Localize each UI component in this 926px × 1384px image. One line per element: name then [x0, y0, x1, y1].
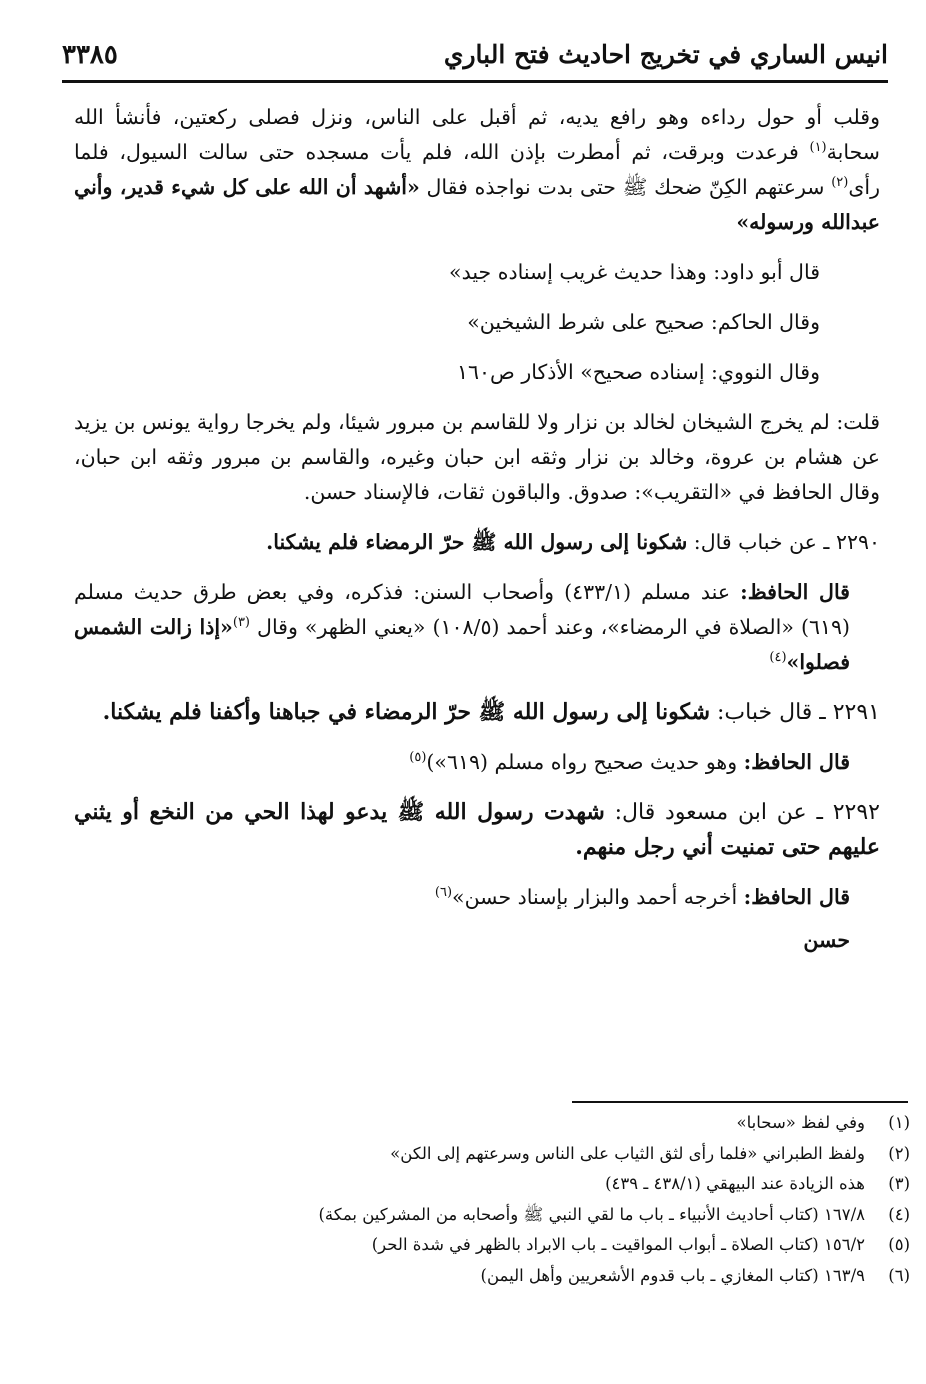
opening-line-3b: سرعتهم الكِنّ ضحك ﷺ حتى بدت نواجذه فقال: [419, 175, 832, 199]
footnote-text: ولفظ الطبراني «فلما رأى لثق الثياب على الناس وسرعتهم إلى الكن»: [390, 1143, 865, 1163]
footnote-number: (٢): [888, 1143, 910, 1163]
footnote-number: (٥): [888, 1235, 910, 1254]
footnote-number: (١): [888, 1113, 910, 1132]
opening-line-2b: فرعدت وبرقت، ثم أمطرت بإذن الله، فلم يأت مسجده حتى سالت السيول،: [119, 140, 810, 164]
hadith-2290-text: شكونا إلى رسول الله ﷺ حرّ الرمضاء فلم يشكنا.: [266, 530, 688, 554]
footnote-ref-1[interactable]: (١): [809, 140, 827, 156]
hadith-2291: [74, 695, 880, 730]
footnote-text: ١٦٧/٨ (كتاب أحاديث الأنبياء ـ باب ما لقي النبي ﷺ وأصحابه من المشركين بمكة): [318, 1204, 865, 1224]
footnote-text: ١٦٣/٩ (كتاب المغازي ـ باب قدوم الأشعريين وأهل اليمن): [480, 1265, 865, 1285]
footnote-4: [120, 1200, 910, 1231]
hadith-number-2291: ٢٢٩١ ـ: [819, 700, 880, 725]
footnote-text: هذه الزيادة عند البيهقي (٤٣٨/١ ـ ٤٣٩): [605, 1174, 865, 1193]
main-text: [74, 100, 880, 958]
footnote-ref-6[interactable]: (٦): [434, 885, 453, 901]
footnote-1: [120, 1108, 910, 1139]
page-number: ٣٣٨٥: [62, 40, 118, 70]
hafiz-2290-quote: «إذا زالت الشمس فصلوا»: [74, 615, 850, 674]
qultu-text: لم يخرج الشيخان لخالد بن نزار ولا للقاسم بن مبرور شيئا، ولم يخرجا رواية يونس بن يزيد عن هشام بن عروة، وخالد بن نزار وثقه ابن حبان وغيره، والقاسم بن مبرور وثقه ابن حبان، وقال الحافظ في «التقريب»: صدوق. والباقون ثقات، فالإسناد حسن.: [74, 410, 880, 504]
running-header: [62, 38, 888, 83]
hadith-number-2290: ٢٢٩٠ ـ: [823, 530, 880, 554]
hafiz-2291: [74, 745, 880, 780]
footnote-5: [120, 1230, 910, 1261]
hadith-number-2292: ٢٢٩٢ ـ: [816, 800, 880, 825]
footnote-text: وفي لفظ «سحابا»: [736, 1113, 865, 1132]
footnote-separator: [572, 1101, 908, 1103]
opening-line-1: وقلب أو حول رداءه وهو رافع يديه، ثم أقبل على الناس، ونزل فصلى ركعتين، فأنشأ الله: [74, 105, 880, 129]
opening-line-3a: فلما رأى: [74, 140, 880, 199]
footnote-3: [120, 1169, 910, 1200]
hadith-2290-intro: عن خباب قال:: [687, 530, 824, 554]
footnote-number: (٤): [888, 1204, 910, 1224]
footnote-ref-3[interactable]: (٣): [232, 615, 250, 631]
footnote-2: [120, 1139, 910, 1170]
hafiz-2292: [74, 880, 880, 915]
qultu-label: قلت:: [836, 410, 880, 434]
hadith-2292: [74, 795, 880, 865]
footnote-ref-4[interactable]: (٤): [769, 650, 787, 666]
hafiz-2291-label: قال الحافظ:: [743, 750, 850, 774]
footnote-number: (٦): [888, 1265, 910, 1285]
hadith-2291-intro: قال خباب:: [710, 700, 820, 725]
hafiz-2290-label: قال الحافظ:: [740, 580, 850, 604]
hafiz-2290-text: عند مسلم (٤٣٣/١) وأصحاب السنن: فذكره، وفي بعض طرق حديث مسلم (٦١٩) «الصلاة في الرمضاء»، وعند أحمد (١٠٨/٥) «يعني الظهر» وقال: [74, 580, 851, 639]
footnote-ref-5[interactable]: (٥): [409, 750, 427, 766]
hafiz-2292-label: قال الحافظ:: [743, 885, 850, 909]
note-hakim: وقال الحاكم: صحيح على شرط الشيخين»: [467, 310, 820, 334]
prophet-quote: «أشهد أن الله على كل شيء قدير، وأني عبدالله ورسوله»: [74, 175, 880, 234]
footnote-text: ١٥٦/٢ (كتاب الصلاة ـ أبواب المواقيت ـ باب الابراد بالظهر في شدة الحر): [371, 1235, 865, 1254]
hadith-2292-intro: عن ابن مسعود قال:: [604, 800, 817, 825]
note-abu-dawud: قال أبو داود: وهذا حديث غريب إسناده جيد»: [449, 260, 820, 284]
hafiz-2291-text: وهو حديث صحيح رواه مسلم (٦١٩»): [426, 750, 744, 774]
footnotes: [120, 1108, 910, 1291]
footnote-ref-2[interactable]: (٢): [831, 175, 849, 191]
opening-line-2a: سحابة: [826, 140, 880, 164]
hadith-grade: حسن: [803, 928, 850, 952]
note-nawawi: وقال النووي: إسناده صحيح» الأذكار ص١٦٠: [456, 360, 820, 384]
qultu-paragraph: [74, 405, 880, 510]
opening-paragraph: [74, 100, 880, 240]
hadith-2290: [74, 525, 880, 560]
footnote-number: (٣): [888, 1174, 910, 1193]
hafiz-2292-text: أخرجه أحمد والبزار بإسناد حسن»: [452, 885, 744, 909]
footnote-6: [120, 1261, 910, 1292]
hafiz-2290: [74, 575, 880, 680]
hadith-2292-text: شهدت رسول الله ﷺ يدعو لهذا الحي من النخع أو يثني عليهم حتى تمنيت أني رجل منهم.: [74, 799, 880, 860]
book-title: انيس الساري في تخريج احاديث فتح الباري: [443, 40, 888, 69]
hadith-2291-text: شكونا إلى رسول الله ﷺ حرّ الرمضاء في جباهنا وأكفنا فلم يشكنا.: [102, 699, 711, 725]
